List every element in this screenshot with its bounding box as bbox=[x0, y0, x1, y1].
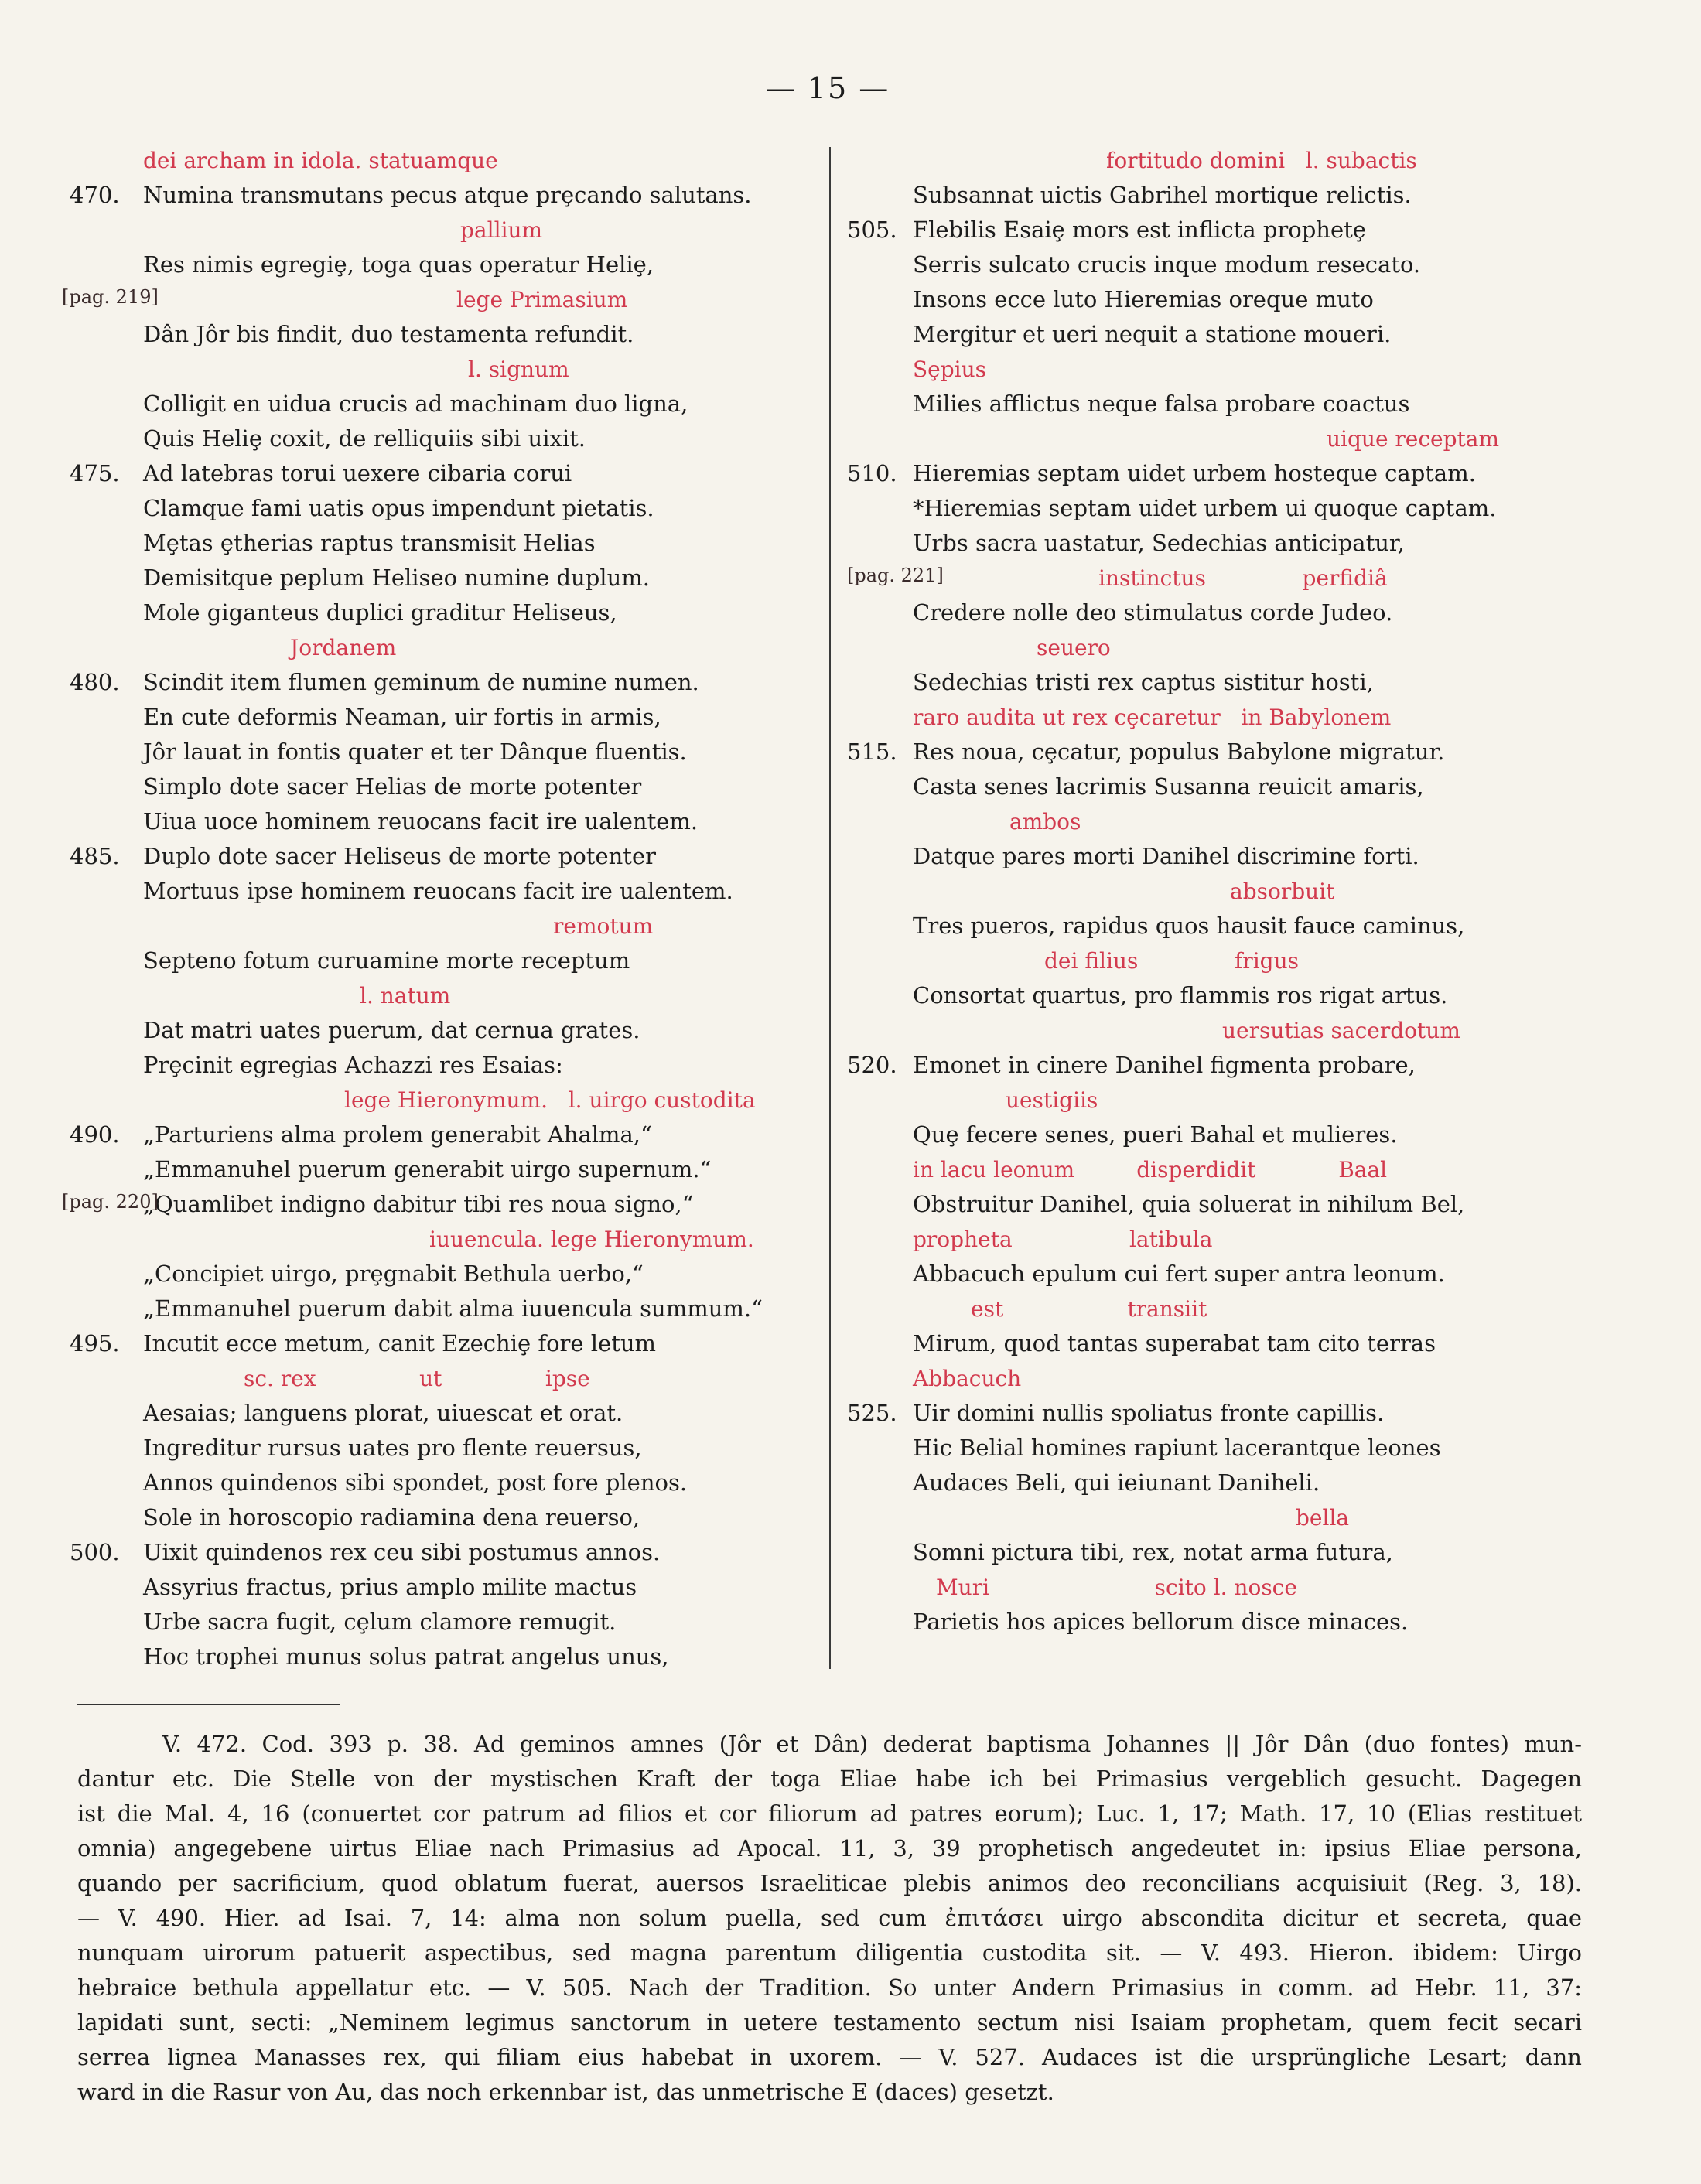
verse-text: Ad latebras torui uexere cibaria corui bbox=[143, 460, 572, 486]
verse-text: Colligit en uidua crucis ad machinam duo ligna, bbox=[143, 391, 688, 417]
verse-line bbox=[143, 874, 816, 909]
verse-text: Obstruitur Danihel, quia soluerat in nihilum Bel, bbox=[913, 1191, 1465, 1217]
verse-text: „Emmanuhel puerum generabit uirgo supernum.“ bbox=[143, 1156, 712, 1182]
line-number: 500. bbox=[70, 1539, 120, 1565]
verse-text: Urbs sacra uastatur, Sedechias anticipatur, bbox=[913, 530, 1405, 556]
gloss-line bbox=[913, 1292, 1547, 1326]
verse-text: Hic Belial homines rapiunt lacerantque leones bbox=[913, 1435, 1441, 1461]
verse-line bbox=[913, 1535, 1547, 1570]
footnote-line: — V. 490. Hier. ad Isai. 7, 14: alma non solum puella, sed cum ἐπιτάσει uirgo abscondita dicitur et secreta, quae bbox=[77, 1905, 1582, 1931]
gloss-line bbox=[913, 804, 1547, 839]
gloss-line bbox=[913, 421, 1547, 456]
verse-text: Annos quindenos sibi spondet, post fore plenos. bbox=[143, 1469, 688, 1496]
verse-line bbox=[913, 387, 1547, 421]
verse-line bbox=[913, 770, 1547, 804]
gloss-line bbox=[143, 1361, 816, 1396]
verse-text: Parietis hos apices bellorum disce minaces. bbox=[913, 1609, 1409, 1635]
verse-line bbox=[70, 178, 816, 213]
margin-page-ref: [pag. 221] bbox=[847, 565, 944, 586]
verse-line bbox=[913, 526, 1547, 561]
verse-text: Abbacuch epulum cui fert super antra leonum. bbox=[913, 1261, 1445, 1287]
line-number: 490. bbox=[70, 1121, 120, 1148]
gloss-text: absorbuit bbox=[1230, 879, 1335, 904]
verse-text: Mole giganteus duplici graditur Heliseus, bbox=[143, 599, 617, 626]
verse-text: Uir domini nullis spoliatus fronte capillis. bbox=[913, 1400, 1385, 1426]
verse-text: En cute deformis Neaman, uir fortis in armis, bbox=[143, 704, 661, 730]
verse-line bbox=[847, 456, 1547, 491]
verse-line bbox=[143, 595, 816, 630]
footnote-line: nunquam uirorum patuerit aspectibus, sed magna parentum diligentia custodita sit. — V. 493. Hieron. ibidem: Uirgo bbox=[77, 1940, 1582, 1966]
verse-text: Credere nolle deo stimulatus corde Judeo. bbox=[913, 599, 1393, 626]
verse-text: Simplo dote sacer Helias de morte potenter bbox=[143, 773, 642, 800]
gloss-line bbox=[913, 1500, 1547, 1535]
verse-line bbox=[913, 595, 1547, 630]
verse-text: Scindit item flumen geminum de numine numen. bbox=[143, 669, 699, 695]
gloss-line bbox=[913, 944, 1547, 978]
line-number: 485. bbox=[70, 843, 120, 869]
gloss-text: remotum bbox=[553, 913, 654, 939]
verse-text: Tres pueros, rapidus quos hausit fauce caminus, bbox=[913, 913, 1465, 939]
verse-text: Res noua, cȩcatur, populus Babylone migratur. bbox=[913, 739, 1445, 765]
gloss-text: uersutias sacerdotum bbox=[1222, 1018, 1460, 1043]
column-divider bbox=[829, 147, 831, 1669]
verse-text: Incutit ecce metum, canit Ezechiȩ fore letum bbox=[143, 1330, 657, 1356]
verse-text: Dân Jôr bis findit, duo testamenta refundit. bbox=[143, 321, 634, 347]
verse-text: Somni pictura tibi, rex, notat arma futura, bbox=[913, 1539, 1394, 1565]
verse-text: Hoc trophei munus solus patrat angelus unus, bbox=[143, 1643, 669, 1670]
gloss-line bbox=[143, 909, 816, 944]
verse-text: Quis Heliȩ coxit, de relliquiis sibi uixit. bbox=[143, 425, 586, 452]
verse-line bbox=[143, 1396, 816, 1431]
gloss-line bbox=[913, 1152, 1547, 1187]
verse-text: Mortuus ipse hominem reuocans facit ire ualentem. bbox=[143, 878, 733, 904]
footnote-line: quando per sacrificium, quod oblatum fuerat, auersos Israeliticae plebis animos deo reconcilians acquisiuit (Reg. 3, 18). bbox=[77, 1870, 1582, 1896]
gloss-text: est transiit bbox=[971, 1296, 1207, 1322]
verse-text: Sedechias tristi rex captus sistitur hosti, bbox=[913, 669, 1374, 695]
gloss-text: instinctus perfidiâ bbox=[1098, 565, 1388, 591]
gloss-line bbox=[143, 143, 816, 178]
gloss-line bbox=[143, 213, 816, 247]
line-number: 495. bbox=[70, 1330, 120, 1356]
footnote-line: ward in die Rasur von Au, das noch erkennbar ist, das unmetrische E (daces) gesetzt. bbox=[77, 2079, 1054, 2105]
footnote-line: ist die Mal. 4, 16 (conuertet cor patrum ad filios et cor filiorum ad patres eorum); Luc. 1, 17; Math. 17, 10 (Elias restituet bbox=[77, 1800, 1582, 1827]
gloss-line bbox=[913, 1083, 1547, 1118]
verse-text: Duplo dote sacer Heliseus de morte potenter bbox=[143, 843, 656, 869]
verse-line bbox=[913, 282, 1547, 317]
verse-line bbox=[913, 1187, 1547, 1222]
gloss-text: Jordanem bbox=[290, 635, 397, 660]
verse-line bbox=[143, 1500, 816, 1535]
page-number: — 15 — bbox=[765, 71, 890, 105]
verse-text: *Hieremias septam uidet urbem ui quoque captam. bbox=[913, 495, 1497, 521]
verse-text: Sole in horoscopio radiamina dena reuerso, bbox=[143, 1504, 640, 1531]
verse-text: Uiua uoce hominem reuocans facit ire ualentem. bbox=[143, 808, 699, 834]
verse-line bbox=[913, 1466, 1547, 1500]
verse-text: Emonet in cinere Danihel figmenta probare, bbox=[913, 1052, 1416, 1078]
gloss-text: propheta latibula bbox=[913, 1227, 1213, 1252]
gloss-text: raro audita ut rex cȩcaretur in Babylonem bbox=[913, 705, 1392, 730]
verse-line bbox=[143, 770, 816, 804]
line-number: 480. bbox=[70, 669, 120, 695]
gloss-text: fortitudo domini l. subactis bbox=[1106, 148, 1417, 173]
verse-text: Assyrius fractus, prius amplo milite mactus bbox=[143, 1574, 637, 1600]
left-column bbox=[62, 143, 816, 1674]
verse-text: Urbe sacra fugit, cȩlum clamore remugit. bbox=[143, 1609, 617, 1635]
verse-text: Insons ecce luto Hieremias oreque muto bbox=[913, 286, 1374, 312]
verse-text: Mirum, quod tantas superabat tam cito terras bbox=[913, 1330, 1436, 1356]
verse-line bbox=[62, 1187, 816, 1222]
gloss-line bbox=[913, 630, 1547, 665]
verse-text: Hieremias septam uidet urbem hosteque captam. bbox=[913, 460, 1476, 486]
gloss-text: iuuencula. lege Hieronymum. bbox=[429, 1227, 754, 1252]
verse-line bbox=[847, 1048, 1547, 1083]
verse-line bbox=[143, 1152, 816, 1187]
verse-line bbox=[70, 456, 816, 491]
verse-line bbox=[143, 491, 816, 526]
verse-line bbox=[70, 665, 816, 700]
verse-text: „Quamlibet indigno dabitur tibi res noua signo,“ bbox=[143, 1191, 694, 1217]
margin-page-ref: [pag. 219] bbox=[62, 286, 159, 308]
verse-line bbox=[70, 1535, 816, 1570]
verse-text: Res nimis egregiȩ, toga quas operatur Heliȩ, bbox=[143, 251, 654, 278]
gloss-text: uique receptam bbox=[1327, 426, 1500, 452]
verse-text: Quȩ fecere senes, pueri Bahal et mulieres. bbox=[913, 1121, 1398, 1148]
gloss-text: in lacu leonum disperdidit Baal bbox=[913, 1157, 1388, 1182]
line-number: 505. bbox=[847, 217, 897, 243]
verse-line bbox=[913, 909, 1547, 944]
line-number: 515. bbox=[847, 739, 897, 765]
verse-line bbox=[143, 1257, 816, 1292]
verse-text: Flebilis Esaiȩ mors est inflicta prophetȩ bbox=[913, 217, 1366, 243]
gloss-text: ambos bbox=[1009, 809, 1081, 834]
gloss-text: Muri scito l. nosce bbox=[936, 1575, 1297, 1600]
verse-line bbox=[913, 491, 1547, 526]
verse-line bbox=[143, 1292, 816, 1326]
verse-line bbox=[143, 1466, 816, 1500]
gloss-text: lege Hieronymum. l. uirgo custodita bbox=[344, 1087, 756, 1113]
verse-text: Milies afflictus neque falsa probare coactus bbox=[913, 391, 1410, 417]
verse-text: Datque pares morti Danihel discrimine forti. bbox=[913, 843, 1419, 869]
verse-line bbox=[847, 735, 1547, 770]
gloss-line bbox=[913, 1361, 1547, 1396]
verse-line bbox=[143, 1013, 816, 1048]
right-column bbox=[847, 143, 1547, 1640]
gloss-text: lege Primasium bbox=[456, 287, 628, 312]
verse-line bbox=[913, 1257, 1547, 1292]
line-number: 525. bbox=[847, 1400, 897, 1426]
verse-line bbox=[143, 526, 816, 561]
line-number: 470. bbox=[70, 182, 120, 208]
verse-line bbox=[913, 1431, 1547, 1466]
verse-text: Audaces Beli, qui ieiunant Daniheli. bbox=[913, 1469, 1320, 1496]
verse-line bbox=[143, 1431, 816, 1466]
gloss-text: uestigiis bbox=[1006, 1087, 1098, 1113]
verse-line bbox=[143, 421, 816, 456]
gloss-text: dei archam in idola. statuamque bbox=[143, 148, 498, 173]
verse-line bbox=[913, 1118, 1547, 1152]
verse-text: Clamque fami uatis opus impendunt pietatis. bbox=[143, 495, 654, 521]
gloss-line bbox=[62, 282, 816, 317]
verse-line bbox=[143, 1570, 816, 1605]
verse-text: Mȩtas ȩtherias raptus transmisit Helias bbox=[143, 530, 596, 556]
verse-line bbox=[913, 247, 1547, 282]
verse-text: Numina transmutans pecus atque prȩcando salutans. bbox=[143, 182, 752, 208]
verse-text: Septeno fotum curuamine morte receptum bbox=[143, 947, 630, 974]
line-number: 510. bbox=[847, 460, 897, 486]
verse-text: Subsannat uictis Gabrihel mortique relictis. bbox=[913, 182, 1412, 208]
verse-line bbox=[847, 213, 1547, 247]
gloss-line bbox=[143, 1222, 816, 1257]
verse-line bbox=[913, 978, 1547, 1013]
verse-text: Uixit quindenos rex ceu sibi postumus annos. bbox=[143, 1539, 661, 1565]
verse-line bbox=[913, 665, 1547, 700]
gloss-line bbox=[913, 1013, 1547, 1048]
gloss-text: seuero bbox=[1037, 635, 1111, 660]
gloss-line bbox=[913, 352, 1547, 387]
verse-text: Casta senes lacrimis Susanna reuicit amaris, bbox=[913, 773, 1424, 800]
verse-line bbox=[143, 944, 816, 978]
verse-line bbox=[143, 735, 816, 770]
gloss-line bbox=[143, 1083, 816, 1118]
line-number: 475. bbox=[70, 460, 120, 486]
verse-line bbox=[143, 247, 816, 282]
gloss-line bbox=[143, 630, 816, 665]
verse-line bbox=[913, 1605, 1547, 1640]
verse-text: „Emmanuhel puerum dabit alma iuuencula summum.“ bbox=[143, 1295, 763, 1322]
gloss-text: pallium bbox=[460, 217, 543, 243]
gloss-line bbox=[913, 1570, 1547, 1605]
verse-text: Serris sulcato crucis inque modum resecato. bbox=[913, 251, 1421, 278]
gloss-text: l. signum bbox=[468, 357, 569, 382]
verse-line bbox=[913, 1326, 1547, 1361]
gloss-text: sc. rex ut ipse bbox=[244, 1366, 590, 1391]
verse-line bbox=[143, 561, 816, 595]
line-number: 520. bbox=[847, 1052, 897, 1078]
gloss-text: bella bbox=[1296, 1505, 1350, 1531]
verse-text: Prȩcinit egregias Achazzi res Esaias: bbox=[143, 1052, 563, 1078]
margin-page-ref: [pag. 220] bbox=[62, 1191, 159, 1213]
footnote-line: hebraice bethula appellatur etc. — V. 505. Nach der Tradition. So unter Andern Primasius in comm. ad Hebr. 11, 37: bbox=[77, 1974, 1582, 2001]
verse-line bbox=[143, 387, 816, 421]
verse-line bbox=[143, 804, 816, 839]
verse-line bbox=[913, 839, 1547, 874]
gloss-text: Abbacuch bbox=[913, 1366, 1022, 1391]
footnote-line: serrea lignea Manasses rex, qui filiam eius habebat in uxorem. — V. 527. Audaces ist die ursprüngliche Lesart; dann bbox=[77, 2044, 1582, 2070]
verse-line bbox=[143, 1640, 816, 1674]
footnote-line: dantur etc. Die Stelle von der mystischen Kraft der toga Eliae habe ich bei Primasius vergeblich gesucht. Dagegen bbox=[77, 1766, 1582, 1792]
footnote-line: lapidati sunt, secti: „Neminem legimus sanctorum in uetere testamento sectum nisi Isaiam prophetam, quem fecit secari bbox=[77, 2009, 1582, 2036]
verse-text: Ingreditur rursus uates pro flente reuersus, bbox=[143, 1435, 642, 1461]
verse-line bbox=[913, 178, 1547, 213]
verse-line bbox=[143, 1048, 816, 1083]
verse-text: Demisitque peplum Heliseo numine duplum. bbox=[143, 565, 650, 591]
verse-line bbox=[847, 1396, 1547, 1431]
verse-text: Jôr lauat in fontis quater et ter Dânque fluentis. bbox=[143, 739, 687, 765]
gloss-line bbox=[913, 1222, 1547, 1257]
verse-line bbox=[143, 700, 816, 735]
verse-line bbox=[70, 839, 816, 874]
verse-line bbox=[70, 1326, 816, 1361]
gloss-text: Sȩpius bbox=[913, 357, 987, 382]
verse-text: Aesaias; languens plorat, uiuescat et orat. bbox=[143, 1400, 623, 1426]
gloss-text: l. natum bbox=[360, 983, 451, 1008]
gloss-line bbox=[143, 352, 816, 387]
verse-line bbox=[913, 317, 1547, 352]
gloss-line bbox=[847, 561, 1547, 595]
gloss-line bbox=[913, 700, 1547, 735]
verse-line bbox=[143, 317, 816, 352]
verse-text: „Parturiens alma prolem generabit Ahalma,“ bbox=[143, 1121, 652, 1148]
footnote-rule bbox=[77, 1704, 340, 1705]
verse-line bbox=[143, 1605, 816, 1640]
verse-text: „Concipiet uirgo, prȩgnabit Bethula uerbo,“ bbox=[143, 1261, 644, 1287]
gloss-line bbox=[143, 978, 816, 1013]
verse-text: Consortat quartus, pro flammis ros rigat artus. bbox=[913, 982, 1448, 1008]
verse-line bbox=[70, 1118, 816, 1152]
verse-text: Dat matri uates puerum, dat cernua grates. bbox=[143, 1017, 640, 1043]
footnotes bbox=[77, 1727, 1582, 2110]
verse-text: Mergitur et ueri nequit a statione moueri. bbox=[913, 321, 1392, 347]
gloss-text: dei filius frigus bbox=[1044, 948, 1299, 974]
footnote-line: V. 472. Cod. 393 p. 38. Ad geminos amnes (Jôr et Dân) dederat baptisma Johannes || Jôr Dân (duo fontes) mun- bbox=[162, 1731, 1582, 1757]
gloss-line bbox=[913, 874, 1547, 909]
gloss-line bbox=[913, 143, 1547, 178]
footnote-line: omnia) angegebene uirtus Eliae nach Primasius ad Apocal. 11, 3, 39 prophetisch angedeutet in: ipsius Eliae persona, bbox=[77, 1835, 1582, 1862]
